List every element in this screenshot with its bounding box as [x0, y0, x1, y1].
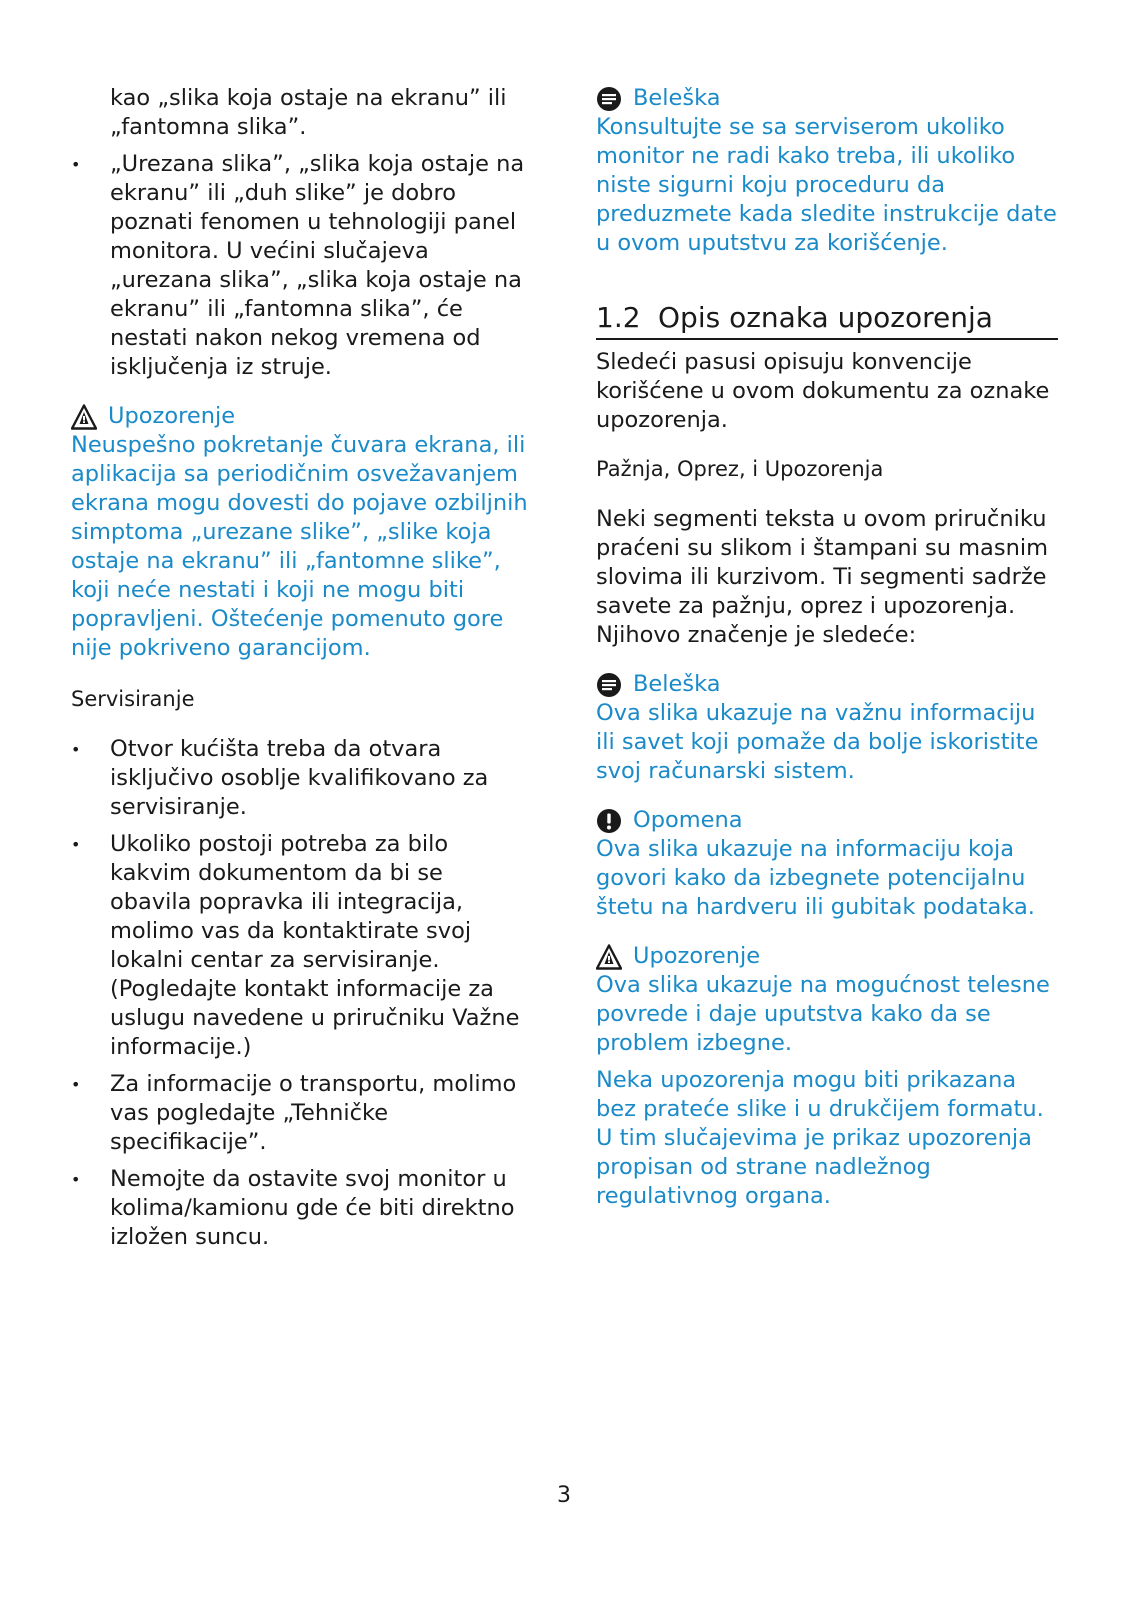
note-icon [596, 86, 622, 112]
note-label: Beleška [633, 671, 721, 697]
servicing-heading: Servisiranje [71, 687, 195, 711]
closing-text: Neka upozorenja mogu biti prikazana bez prateće slike i u drukčijem formatu. U tim slučajevima je prikaz upozorenja propisan od strane nadležnog regulativnog organa. [596, 1067, 1044, 1209]
caution-text: Ova slika ukazuje na informaciju koja govori kako da izbegnete potencijalnu štetu na hardveru ili gubitak podataka. [596, 836, 1035, 920]
sub-text: Neki segmenti teksta u ovom priručniku praćeni su slikom i štampani su masnim slovima ili kurzivom. Ti segmenti sadrže savete za pažnju, oprez i upozorenja. Njihovo značenje je sledeće: [596, 506, 1048, 648]
warning-triangle-icon [596, 944, 622, 970]
list-item: • Nemojte da ostavite svoj monitor u kolima/kamionu gde će biti direktno izložen suncu. [71, 1165, 531, 1252]
left-column [71, 84, 531, 1252]
warning-label: Upozorenje [633, 943, 761, 969]
section-number: 1.2 [596, 301, 641, 334]
warning-triangle-icon [71, 404, 97, 430]
note-block [596, 670, 1058, 786]
page-number: 3 [557, 1483, 571, 1508]
caution-label: Opomena [633, 807, 743, 833]
list-item: • Ukoliko postoji potreba za bilo kakvim dokumentom da bi se obavila popravka ili integracija, molimo vas da kontaktirate svoj lokalni centar za servisiranje. (Pogledajte kontakt informacije za uslugu navedene u priručniku Važne informacije.) [71, 830, 531, 1062]
note-block-top [596, 84, 1058, 258]
list-item: • „Urezana slika”, „slika koja ostaje na ekranu” ili „duh slike” je dobro poznati fenomen u tehnologiji panel monitora. U većini slučajeva „urezana slika”, „slika koja ostaje na ekranu” ili „fantomna slika”, će nestati nakon nekog vremena od isključenja iz struje. [71, 150, 531, 382]
list-item: • Otvor kućišta treba da otvara isključivo osoblje kvalifikovano za servisiranje. [71, 735, 531, 822]
note-text: Konsultujte se sa serviserom ukoliko monitor ne radi kako treba, ili ukoliko niste sigurni koju proceduru da preduzmete kada sledite instrukcije date u ovom uputstvu za korišćenje. [596, 114, 1057, 256]
right-column [596, 84, 1058, 1211]
section-title: Opis oznaka upozorenja [658, 301, 993, 334]
list-item: • Za informacije o transportu, molimo vas pogledajte „Tehničke specifikacije”. [71, 1070, 531, 1157]
subheading: Pažnja, Oprez, i Upozorenja [596, 457, 884, 481]
warning-text: Ova slika ukazuje na mogućnost telesne povrede i daje uputstva kako da se problem izbegne. [596, 972, 1050, 1056]
note-icon [596, 672, 622, 698]
note-label: Beleška [633, 85, 721, 111]
warning-text: Neuspešno pokretanje čuvara ekrana, ili aplikacija sa periodičnim osvežavanjem ekrana mogu dovesti do pojave ozbiljnih simptoma „urezane slike”, „slike koja ostaje na ekranu” ili „fantomne slike”, koji neće nestati i koji ne mogu biti popravljeni. Oštećenje pomenuto gore nije pokriveno garancijom. [71, 432, 528, 661]
warning-block [596, 942, 1058, 1058]
section-intro: Sledeći pasusi opisuju konvencije korišćene u ovom dokumentu za oznake upozorenja. [596, 349, 1050, 433]
warning-block [71, 402, 531, 663]
warning-label: Upozorenje [108, 403, 236, 429]
note-text: Ova slika ukazuje na važnu informaciju ili savet koji pomaže da bolje iskoristite svoj računarski sistem. [596, 700, 1039, 784]
caution-icon [596, 808, 622, 834]
section-heading [596, 300, 1058, 340]
intro-continuation: kao „slika koja ostaje na ekranu” ili „fantomna slika”. [110, 85, 507, 140]
caution-block [596, 806, 1058, 922]
